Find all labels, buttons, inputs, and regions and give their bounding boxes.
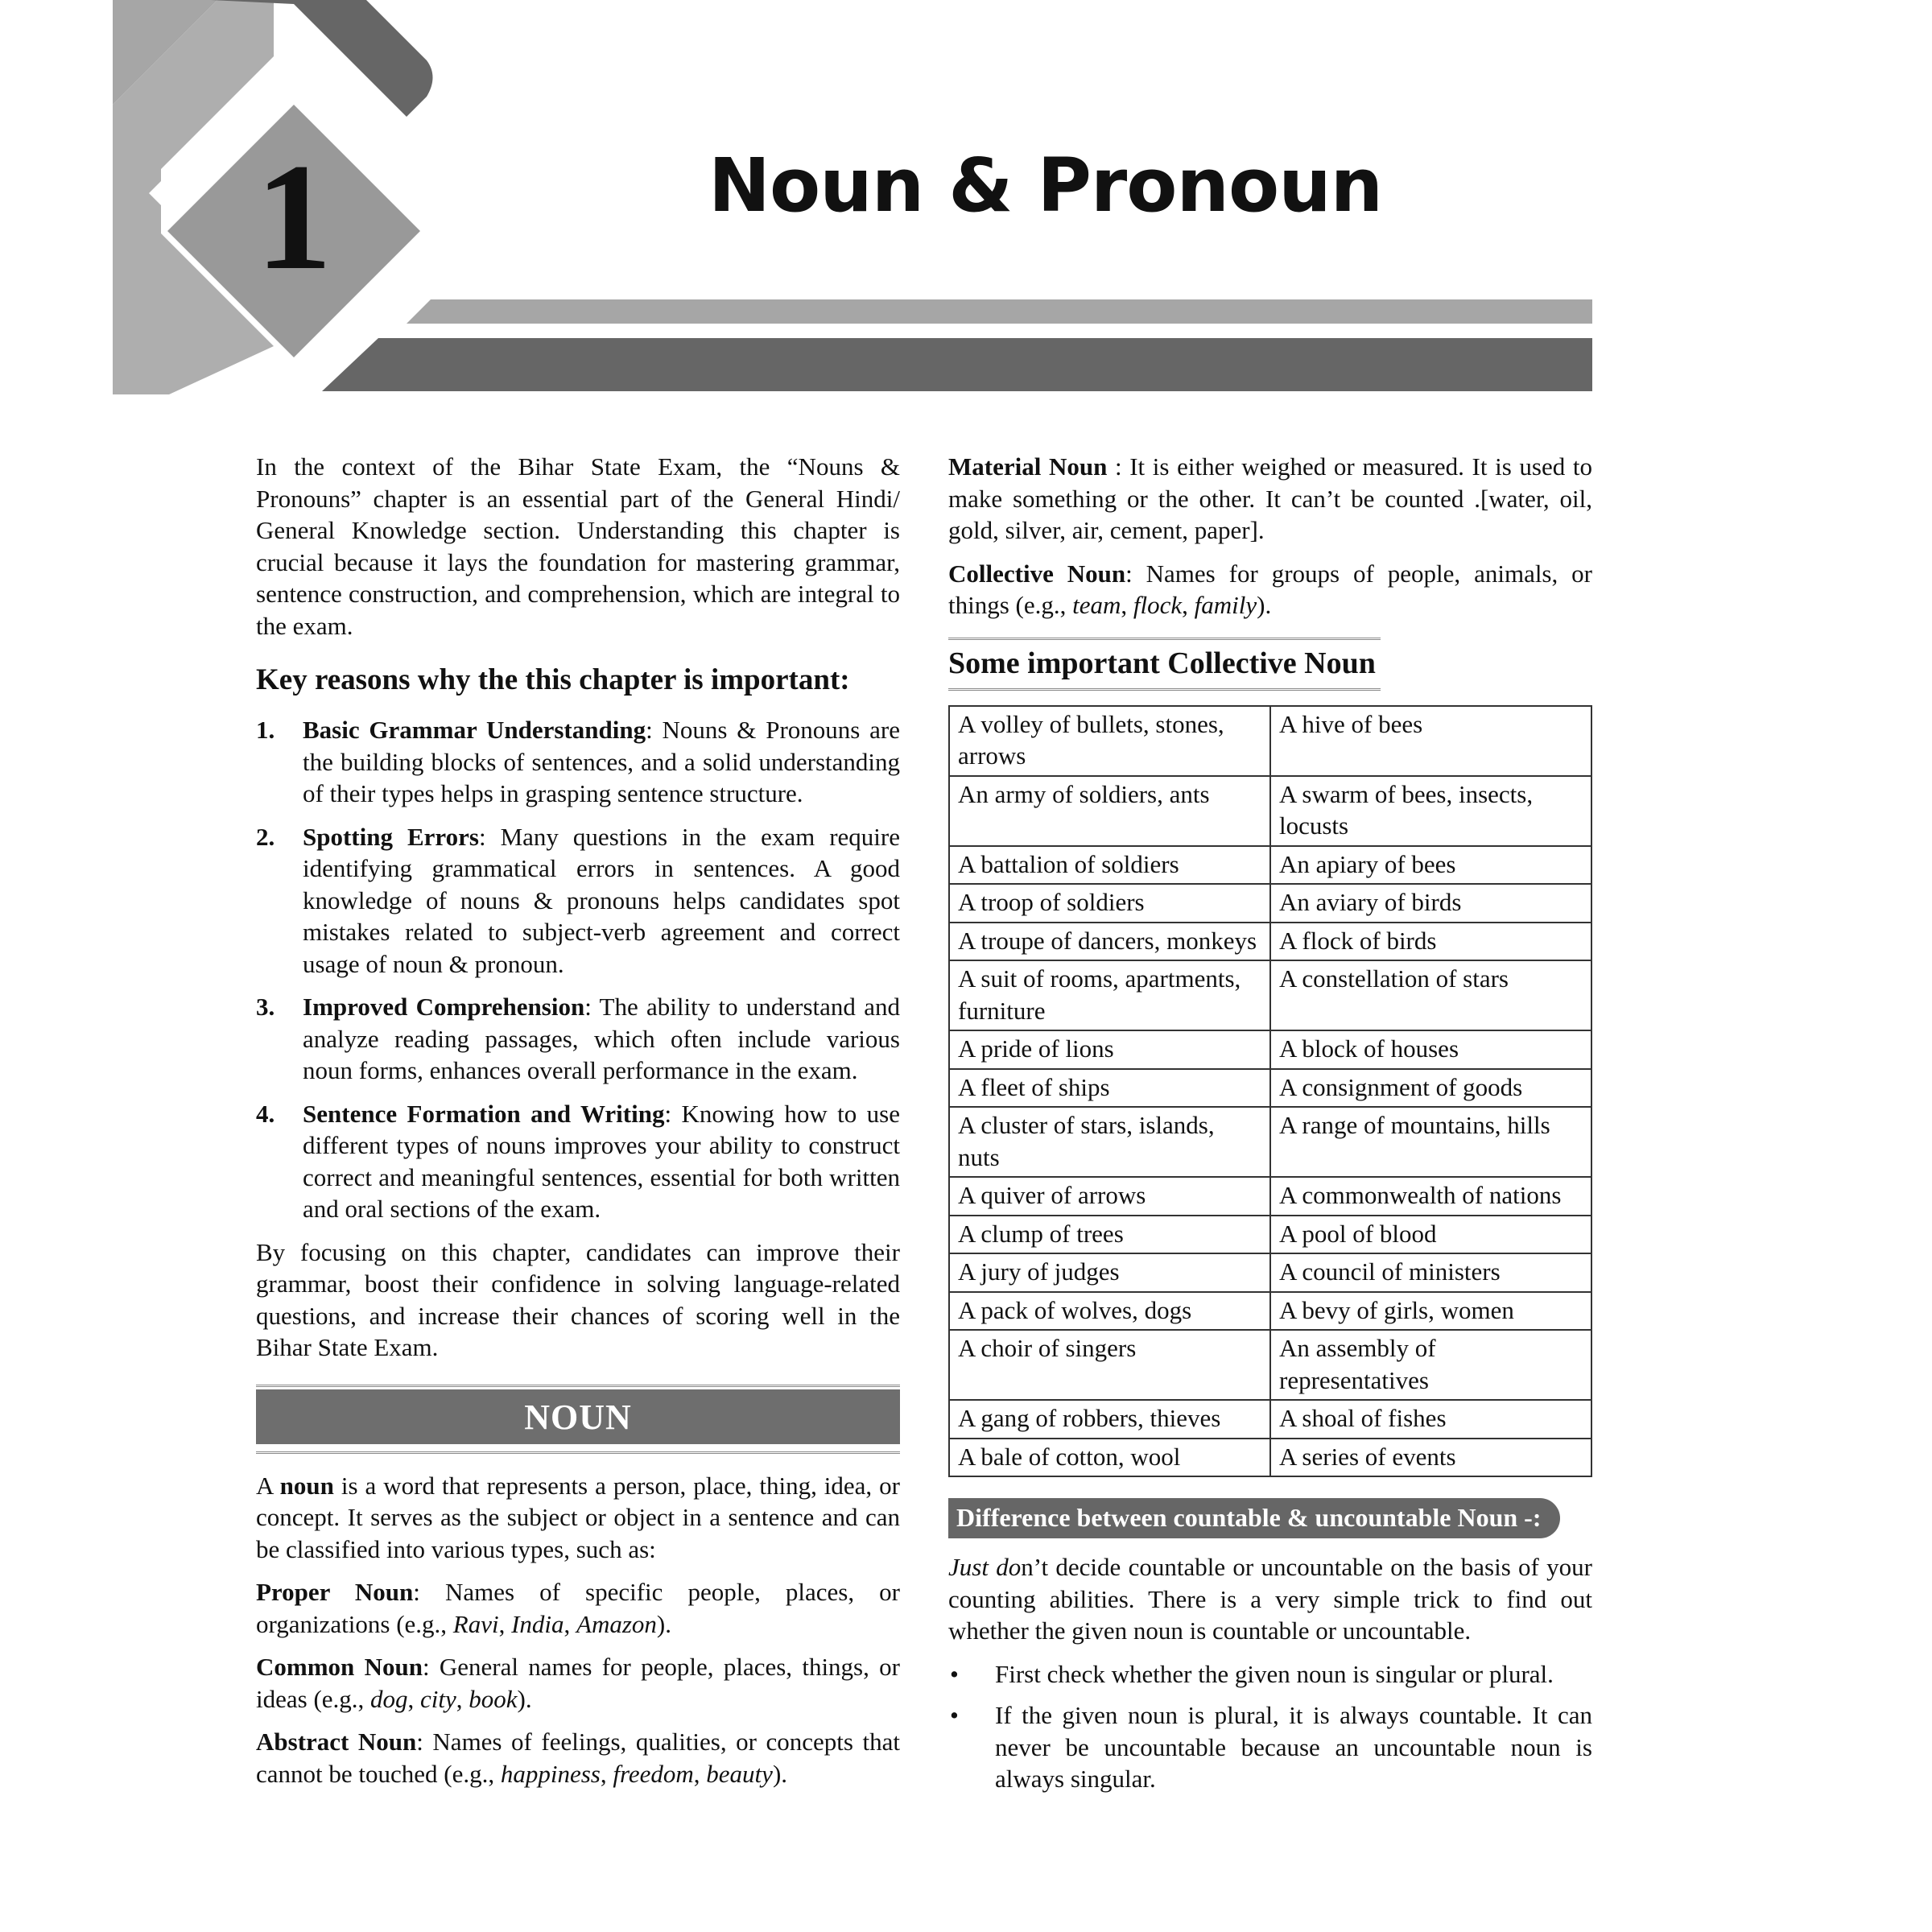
reason-title: Improved Comprehension [303, 993, 585, 1021]
table-cell: A pool of blood [1270, 1216, 1591, 1254]
key-reasons-heading: Key reasons why the this chapter is important: [256, 663, 850, 696]
table-row [949, 1439, 1591, 1477]
table-row [949, 846, 1591, 885]
reason-title: Sentence Formation and Writing [303, 1099, 665, 1128]
reason-title: Spotting Errors [303, 822, 479, 851]
collective-noun-table [948, 705, 1592, 1478]
reason-text: : The ability to understand and analyze reading passages, which often include various noun forms, enhances overall performance in the exam. [303, 993, 900, 1084]
table-row [949, 1400, 1591, 1439]
abstract-noun-paragraph: Abstract Noun: Names of feelings, qualities, or concepts that cannot be touched (e.g., happiness, freedom, beauty). [256, 1728, 900, 1788]
collective-noun-heading: Some important Collective Noun [948, 638, 1381, 691]
table-cell: A pride of lions [949, 1030, 1270, 1069]
list-item [256, 1098, 900, 1225]
list-item [256, 714, 900, 810]
table-cell: A council of ministers [1270, 1253, 1591, 1292]
table-cell: A pack of wolves, dogs [949, 1292, 1270, 1331]
right-column [948, 451, 1592, 1805]
table-cell: A consignment of goods [1270, 1069, 1591, 1108]
left-column [256, 451, 900, 1801]
table-cell: A flock of birds [1270, 923, 1591, 961]
table-cell: A hive of bees [1270, 706, 1591, 776]
common-noun-paragraph: Common Noun: General names for people, places, things, or ideas (e.g., dog, city, book). [256, 1653, 900, 1713]
table-row [949, 884, 1591, 923]
table-cell: An apiary of bees [1270, 846, 1591, 885]
table-cell: A shoal of fishes [1270, 1400, 1591, 1439]
table-row [949, 1030, 1591, 1069]
reason-text: : Nouns & Pronouns are the building blocks of sentences, and a solid understanding of their types helps in grasping sentence structure. [303, 716, 900, 807]
reason-text: : Knowing how to use different types of nouns improves your ability to construct correct and meaningful sentences, essential for both written and oral sections of the exam. [303, 1099, 900, 1223]
list-number: 3. [256, 993, 275, 1021]
table-cell: A commonwealth of nations [1270, 1177, 1591, 1216]
difference-intro: Just don’t decide countable or uncountable on the basis of your counting abilities. There is a very simple trick to find out whether the given noun is countable or uncountable. [948, 1553, 1592, 1645]
collective-noun-paragraph: Collective Noun: Names for groups of people, animals, or things (e.g., team, flock, family). [948, 559, 1592, 619]
table-cell: A troupe of dancers, monkeys [949, 923, 1270, 961]
noun-section-banner [256, 1385, 900, 1454]
table-cell: A battalion of soldiers [949, 846, 1270, 885]
reason-title: Basic Grammar Understanding [303, 716, 646, 744]
table-cell: A range of mountains, hills [1270, 1107, 1591, 1177]
list-number: 2. [256, 822, 275, 851]
table-row [949, 1292, 1591, 1331]
noun-definition: A noun is a word that represents a person, place, thing, idea, or concept. It serves as the subject or object in a sentence and can be classified into various types, such as: [256, 1471, 900, 1563]
table-cell: A bevy of girls, women [1270, 1292, 1591, 1331]
conclusion-paragraph: By focusing on this chapter, candidates can improve their grammar, boost their confidence in solving language-related questions, and increase their chances of scoring well in the Bihar State Exam. [256, 1237, 900, 1361]
table-row [949, 1069, 1591, 1108]
table-cell: An aviary of birds [1270, 884, 1591, 923]
reason-text: : Many questions in the exam require identifying grammatical errors in sentences. A good knowledge of nouns & pronouns helps candidates spot mistakes related to subject-verb agreement and correct usage of noun & pronoun. [303, 822, 900, 978]
list-item [256, 821, 900, 980]
bullet-icon: • [950, 1701, 959, 1729]
header-stripe-light [407, 299, 1592, 324]
bullet-icon: • [950, 1659, 959, 1688]
table-cell: A swarm of bees, insects, locusts [1270, 776, 1591, 846]
table-cell: A fleet of ships [949, 1069, 1270, 1108]
table-row [949, 1216, 1591, 1254]
table-row [949, 1107, 1591, 1177]
bullet-text: If the given noun is plural, it is always countable. It can never be uncountable because an uncountable noun is always singular. [995, 1701, 1592, 1793]
proper-noun-paragraph: Proper Noun: Names of specific people, places, or organizations (e.g., Ravi, India, Amazon). [256, 1578, 901, 1638]
chapter-title: Noun & Pronoun [708, 142, 1383, 229]
noun-banner-label: NOUN [256, 1389, 900, 1444]
table-row [949, 1330, 1591, 1400]
list-item [948, 1658, 1592, 1690]
list-item [256, 991, 900, 1087]
bullet-text: First check whether the given noun is singular or plural. [995, 1659, 1554, 1688]
table-cell: A block of houses [1270, 1030, 1591, 1069]
material-noun-paragraph: Material Noun : It is either weighed or measured. It is used to make something or the other. It can’t be counted .[water, oil, gold, silver, air, cement, paper]. [948, 452, 1592, 544]
table-cell: An assembly of representatives [1270, 1330, 1591, 1400]
table-row [949, 923, 1591, 961]
table-cell: A jury of judges [949, 1253, 1270, 1292]
list-number: 4. [256, 1099, 275, 1128]
table-cell: A bale of cotton, wool [949, 1439, 1270, 1477]
table-cell: A constellation of stars [1270, 960, 1591, 1030]
table-cell: A quiver of arrows [949, 1177, 1270, 1216]
list-number: 1. [256, 716, 275, 744]
table-cell: An army of soldiers, ants [949, 776, 1270, 846]
table-cell: A volley of bullets, stones, arrows [949, 706, 1270, 776]
intro-paragraph: In the context of the Bihar State Exam, the “Nouns & Pronouns” chapter is an essential part of the General Hindi/ General Knowledge section. Understanding this chapter is crucial because it lays the foundation for mastering grammar, sentence construction, and comprehension, which are integral to the exam. [256, 452, 900, 640]
table-cell: A choir of singers [949, 1330, 1270, 1400]
difference-bullets [948, 1658, 1592, 1795]
table-row [949, 1177, 1591, 1216]
table-row [949, 776, 1591, 846]
table-cell: A gang of robbers, thieves [949, 1400, 1270, 1439]
table-row [949, 706, 1591, 776]
table-cell: A troop of soldiers [949, 884, 1270, 923]
chapter-number: 1 [255, 133, 332, 302]
difference-heading: Difference between countable & uncountable Noun -: [948, 1498, 1560, 1538]
header-stripe-dark [322, 338, 1592, 391]
table-row [949, 1253, 1591, 1292]
reasons-list [256, 714, 900, 1225]
table-cell: A suit of rooms, apartments, furniture [949, 960, 1270, 1030]
table-cell: A series of events [1270, 1439, 1591, 1477]
table-row [949, 960, 1591, 1030]
table-cell: A clump of trees [949, 1216, 1270, 1254]
list-item [948, 1699, 1592, 1795]
table-cell: A cluster of stars, islands, nuts [949, 1107, 1270, 1177]
